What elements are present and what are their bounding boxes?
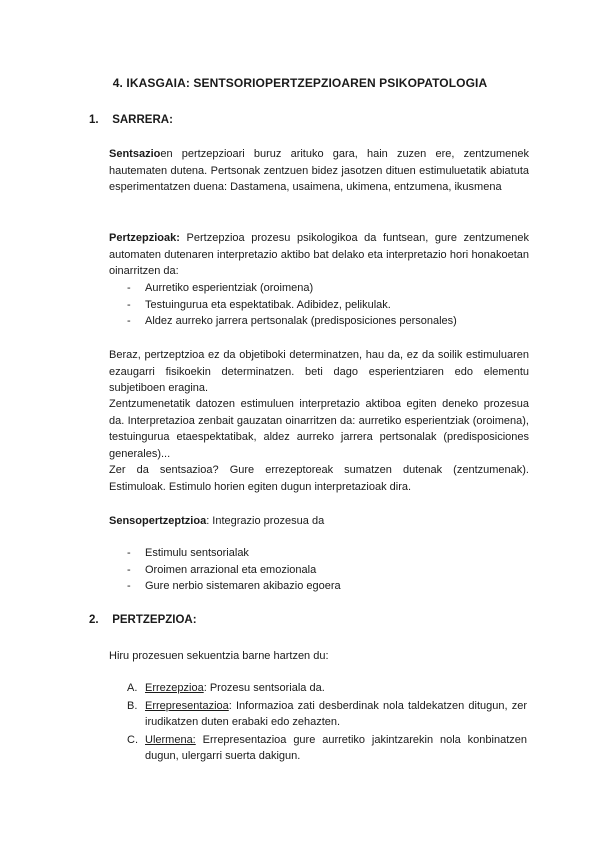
term-pertzepzioak: Pertzepzioak: bbox=[109, 232, 180, 244]
paragraph-sentsazioa-text: en pertzepzioari buruz arituko gara, hain zuzen ere, zentzumenek hautematen dutena. Pertsonak zentzuen bidez jasotzen dituen estimuluetatik abiatuta esperimentatzen duena: Dastamena, usaimena, ukimena, entzumena, ikusmena bbox=[109, 148, 529, 193]
list-item: B. Errepresentazioa: Informazioa zati desberdinak nola taldekatzen ditugun, zer irudikatzen duten erabaki edo zehazten. bbox=[127, 699, 527, 728]
term-errepresentazioa: Errepresentazioa bbox=[145, 699, 229, 712]
section-1-heading bbox=[89, 114, 173, 126]
paragraph-pertzepzioak-text: Pertzepzioa prozesu psikologikoa da funtsean, gure zentzumenek automaten dutenaren interpretazio aktibo bat delako eta interpretazio hori honakoetan oinarritzen da: bbox=[109, 232, 529, 277]
section-1-title: SARRERA: bbox=[112, 114, 173, 126]
integration-factors-list bbox=[127, 545, 527, 595]
item-letter: C. bbox=[127, 733, 138, 746]
item-letter: A. bbox=[127, 682, 138, 694]
paragraph-sentsazioa-question: Zer da sentsazioa? Gure errezeptoreak sumatzen dutenak (zentzumenak). Estimuloak. Estimulo horien egiten dugun interpretazioak dira. bbox=[109, 464, 529, 493]
list-item: C. Ulermena: Errepresentazioa gure aurretiko jakintzarekin nola konbinatzen dugun, ulergarri suerta dakigun. bbox=[127, 733, 527, 762]
paragraph-pertzepzioak bbox=[109, 230, 529, 280]
paragraph-beraz: Beraz, pertzeptzioa ez da objetiboki determinatzen, hau da, ez da soilik estimuluaren ezaugarri fisikoekin determinatzen. beti dago esperientziaren edo elementu subjetiboen eragina. bbox=[109, 349, 529, 394]
section-1-number: 1. bbox=[89, 114, 99, 126]
term-sentsazioa: Sentsazio bbox=[109, 148, 161, 160]
term-sensopertzeptzioa: Sensopertzeptzioa bbox=[109, 515, 207, 527]
interpretation-bases-list bbox=[127, 280, 527, 330]
paragraph-sensopertzeptzioa bbox=[109, 513, 529, 530]
paragraph-sensopertzeptzioa-text: : Integrazio prozesua da bbox=[206, 515, 325, 527]
paragraph-zentzumenetatik: Zentzumenetatik datozen estimuluen interpretazio aktiboa egiten deneko prozesua da. Interpretazioa zenbait gauzatan oinarritzen da: aurretiko esperientziak (oroimena), testuingurua etaespektatibak, aldez aurreko jarrera pertsonalak (predisposiciones generales)... bbox=[109, 398, 529, 460]
document-title: 4. IKASGAIA: SENTSORIOPERTZEPZIOAREN PSIKOPATOLOGIA bbox=[112, 76, 488, 90]
item-letter: B. bbox=[127, 699, 138, 712]
list-item: A. Errezepzioa: Prozesu sentsoriala da. bbox=[127, 680, 527, 697]
paragraph-hiru-prozesu: Hiru prozesuen sekuentzia barne hartzen du: bbox=[109, 650, 329, 662]
list-item: - Aldez aurreko jarrera pertsonalak (predisposiciones personales) bbox=[127, 315, 457, 327]
list-item: - Gure nerbio sistemaren akibazio egoera bbox=[127, 580, 341, 592]
section-2-heading bbox=[89, 614, 197, 626]
list-item: - Testuingurua eta espektatibak. Adibidez, pelikulak. bbox=[127, 298, 391, 311]
section-2-title: PERTZEPZIOA: bbox=[112, 614, 197, 626]
section-2-number: 2. bbox=[89, 614, 99, 626]
perception-process-list bbox=[127, 680, 527, 765]
term-errezepzioa: Errezepzioa bbox=[145, 682, 204, 694]
term-ulermena: Ulermena: bbox=[145, 733, 196, 746]
list-item: - Oroimen arrazional eta emozionala bbox=[127, 563, 317, 576]
list-item: - Estimulu sentsorialak bbox=[127, 547, 249, 559]
list-item: - Aurretiko esperientziak (oroimena) bbox=[127, 282, 314, 294]
paragraph-sentsazioa bbox=[109, 146, 529, 196]
